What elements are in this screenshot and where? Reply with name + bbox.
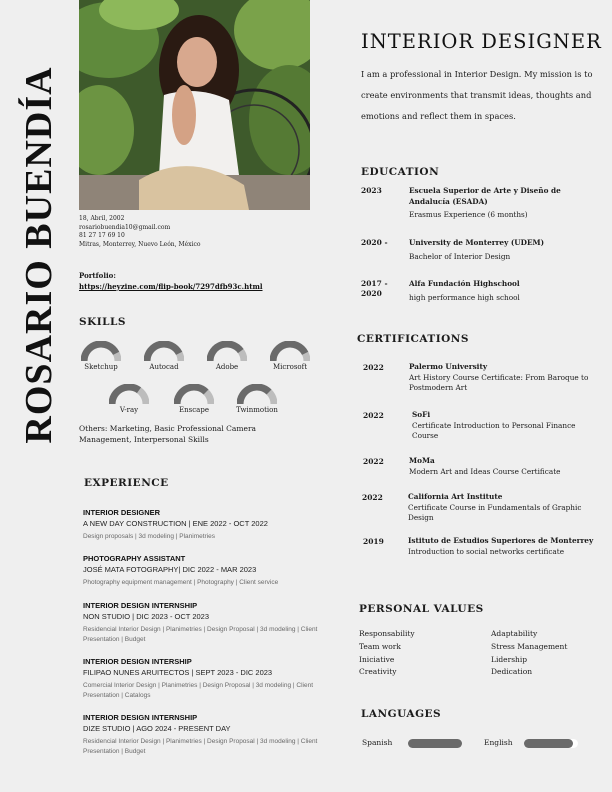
gauge-fill <box>177 387 206 404</box>
skill-label: V-ray <box>119 406 139 414</box>
profile-photo <box>79 0 310 210</box>
skill-label: Enscape <box>179 406 209 414</box>
summary: I am a professional in Interior Design. My mission is to create environments that transmit ideas, thoughts and emotions and reflect them in spaces. <box>361 69 593 121</box>
value-item: Dedication <box>491 667 533 677</box>
experience-title-text: INTERIOR DESIGN INTERNSHIP <box>83 601 198 610</box>
experience-title-text: INTERIOR DESIGN INTERNSHIP <box>83 713 198 722</box>
experience-title-text: INTERIOR DESIGNER <box>83 508 161 517</box>
skill-label: Microsoft <box>272 363 308 371</box>
experience-item <box>83 508 318 542</box>
skill-label: Sketchup <box>84 363 118 371</box>
experience-company: DIZE STUDIO | AGO 2024 - PRESENT DAY <box>83 724 231 733</box>
certification-org: California Art Institute <box>408 492 503 501</box>
certification-detail: Modern Art and Ideas Course Certificate <box>409 466 561 476</box>
page-title: INTERIOR DESIGNER <box>361 30 602 53</box>
skills-title: SKILLS <box>79 316 126 328</box>
skill-item <box>227 384 287 414</box>
certification-detail: Introduction to social networks certificate <box>408 546 565 556</box>
education-item <box>409 279 579 303</box>
value-item: Adaptability <box>491 629 538 638</box>
skill-item <box>260 341 320 371</box>
certification-org: Istituto de Estudios Superiores de Monterrey <box>408 536 594 545</box>
portfolio-link[interactable]: https://heyzine.com/flip-book/7297dfb93c.html <box>79 282 263 291</box>
skill-item <box>164 384 224 414</box>
certification-year: 2022 <box>363 411 384 420</box>
language-bar <box>408 739 462 748</box>
experience-title-text: PHOTOGRAPHY ASSISTANT <box>83 554 186 563</box>
value-item: Creativity <box>359 667 397 677</box>
experience-company: JOSÉ MATA FOTOGRAPHY| DIC 2022 - MAR 2023 <box>83 565 257 574</box>
education-detail: Erasmus Experience (6 months) <box>409 210 528 219</box>
skill-item <box>71 341 131 371</box>
certification-item <box>409 456 599 477</box>
skill-label: Twinmotion <box>236 406 278 414</box>
values-right <box>491 628 567 679</box>
personal-values-title: PERSONAL VALUES <box>359 603 484 615</box>
values-left <box>359 628 415 679</box>
experience-details: Photography equipment management | Photography | Client service <box>83 579 279 586</box>
certifications-title: CERTIFICATIONS <box>357 333 469 345</box>
certification-detail: Certificate Course in Fundamentals of Graphic Design <box>408 502 582 522</box>
experience-details: Comercial Interior Design | Planimetries | Design Proposal | 3d modeling | Client Presentation | Catalogs <box>83 682 314 699</box>
education-school: Alfa Fundación Highschool <box>409 279 520 288</box>
language-bar-fill <box>524 739 573 748</box>
value-item: Team work <box>359 641 401 651</box>
certification-detail: Art History Course Certificate: From Baroque to Postmodern Art <box>409 372 589 392</box>
skill-gauge <box>270 341 310 361</box>
skill-label: Autocad <box>149 363 179 371</box>
certification-org: MoMa <box>409 456 435 465</box>
experience-item <box>83 554 318 588</box>
vertical-name: ROSARIO BUENDÍA <box>18 66 60 444</box>
education-item <box>409 186 579 221</box>
certification-year: 2022 <box>362 493 383 502</box>
skill-gauge <box>174 384 214 404</box>
experience-company: A NEW DAY CONSTRUCTION | ENE 2022 - OCT 2022 <box>83 519 268 528</box>
certification-org: Palermo University <box>409 362 488 371</box>
certification-org: SoFi <box>412 410 431 419</box>
experience-details: Design proposals | 3d modeling | Planimetries <box>83 533 215 540</box>
language-label: Spanish <box>362 738 393 747</box>
language-label: English <box>484 738 513 747</box>
experience-item <box>83 713 318 757</box>
education-detail: high performance high school <box>409 292 520 302</box>
certification-year: 2022 <box>363 457 384 466</box>
skill-gauge <box>237 384 277 404</box>
skill-item <box>99 384 159 414</box>
portfolio-label: Portfolio: <box>79 271 116 280</box>
certification-year: 2022 <box>363 363 384 372</box>
education-year: 2020 - <box>361 238 388 247</box>
education-item <box>409 238 579 262</box>
skills-others: Others: Marketing, Basic Professional Camera Management, Interpersonal Skills <box>79 424 256 444</box>
skill-gauge <box>81 341 121 361</box>
skill-item <box>197 341 257 371</box>
skill-gauge <box>109 384 149 404</box>
education-school: University de Monterrey (UDEM) <box>409 238 545 247</box>
contact-info <box>79 215 200 249</box>
gauge-fill <box>273 344 305 361</box>
languages-title: LANGUAGES <box>361 708 442 720</box>
education-title: EDUCATION <box>361 166 440 178</box>
experience-company: NON STUDIO | DIC 2023 - OCT 2023 <box>83 612 210 621</box>
certification-detail: Certificate Introduction to Personal Finance Course <box>412 420 576 440</box>
gauge-fill <box>112 387 139 404</box>
gauge-fill <box>147 344 179 361</box>
email[interactable]: rosariobuendia10@gmail.com <box>79 223 171 231</box>
experience-title: EXPERIENCE <box>84 477 169 489</box>
language-bar <box>524 739 578 748</box>
education-year: 2023 <box>361 186 382 195</box>
education-detail: Bachelor of Interior Design <box>409 251 511 261</box>
experience-details: Residencial Interior Design | Planimetries | Design Proposal | 3d modeling | Client Presentation | Budget <box>83 738 318 755</box>
certification-item <box>409 362 599 394</box>
gauge-fill <box>240 387 269 404</box>
value-item: Iniciative <box>359 654 395 664</box>
experience-company: FILIPAO NUNES ARUITECTOS | SEPT 2023 - DIC 2023 <box>83 668 273 677</box>
experience-item <box>83 601 318 645</box>
experience-details: Residencial Interior Design | Planimetries | Design Proposal | 3d modeling | Client Presentation | Budget <box>83 626 318 643</box>
value-item: Responsability <box>359 629 415 638</box>
certification-item <box>412 410 602 442</box>
location: Mitras, Monterrey, Nuevo León, México <box>79 240 201 248</box>
gauge-fill <box>84 344 116 361</box>
phone[interactable]: 81 27 17 69 10 <box>79 232 125 239</box>
skill-label: Adobe <box>215 363 239 371</box>
experience-title-text: INTERIOR DESIGN INTERSHIP <box>83 657 192 666</box>
certification-year: 2019 <box>363 537 384 546</box>
skill-gauge <box>144 341 184 361</box>
birth-date: 18, Abril, 2002 <box>79 215 125 222</box>
value-item: Stress Management <box>491 641 568 651</box>
language-bar-fill <box>408 739 462 748</box>
experience-item <box>83 657 318 701</box>
skill-gauge <box>207 341 247 361</box>
gauge-fill <box>210 344 241 361</box>
education-year: 2017 - 2020 <box>361 279 388 298</box>
certification-item <box>408 492 598 524</box>
education-school: Escuela Superior de Arte y Diseño de Andalucía (ESADA) <box>409 186 561 206</box>
certification-item <box>408 536 598 557</box>
skill-item <box>134 341 194 371</box>
value-item: Lidership <box>491 654 528 664</box>
